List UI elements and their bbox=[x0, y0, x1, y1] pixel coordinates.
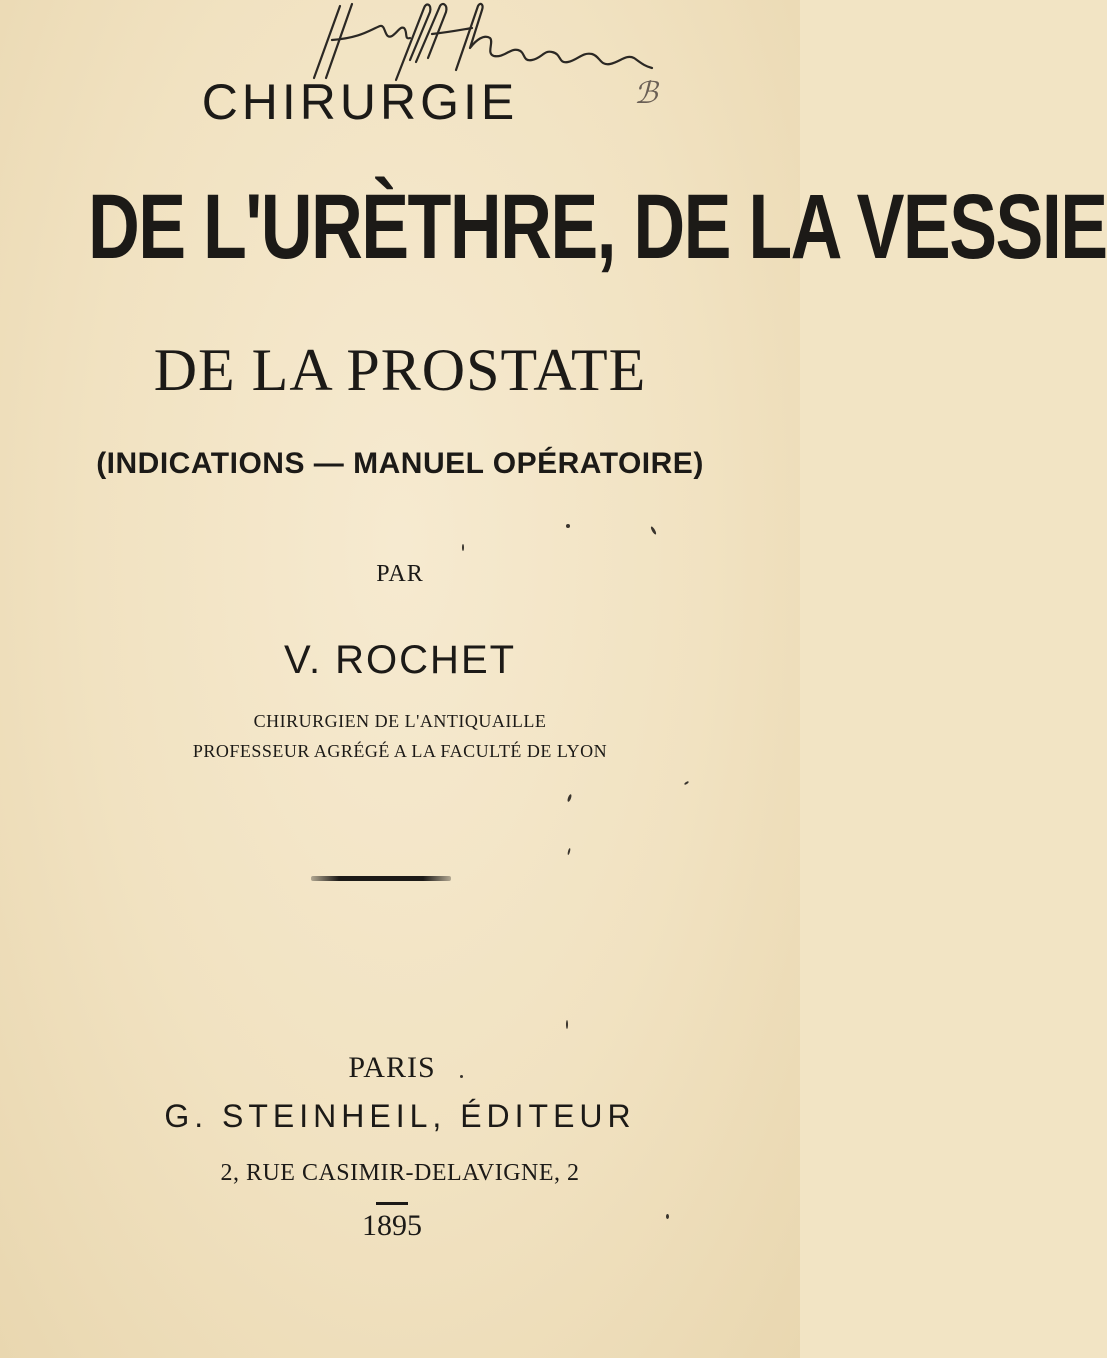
imprint-publisher: G. STEINHEIL, ÉDITEUR bbox=[164, 1098, 636, 1134]
subtitle: (INDICATIONS — MANUEL OPÉRATOIRE) bbox=[96, 447, 704, 480]
ink-speck bbox=[666, 1214, 669, 1219]
title-line-3: DE LA PROSTATE bbox=[153, 337, 647, 403]
ink-speck bbox=[684, 781, 689, 786]
author-role-1: CHIRURGIEN DE L'ANTIQUAILLE bbox=[253, 711, 547, 731]
ink-speck bbox=[566, 524, 570, 528]
author-name: V. ROCHET bbox=[283, 638, 517, 682]
ink-speck bbox=[460, 1075, 463, 1078]
ink-speck bbox=[566, 1020, 568, 1029]
imprint-address: 2, RUE CASIMIR-DELAVIGNE, 2 bbox=[220, 1160, 580, 1186]
imprint-place: PARIS bbox=[348, 1051, 436, 1084]
ink-speck bbox=[567, 794, 573, 803]
divider-rule bbox=[311, 876, 451, 881]
year-bar bbox=[376, 1202, 408, 1205]
title-line-2: DE L'URÈTHRE, DE LA VESSIE bbox=[88, 176, 1107, 278]
title-line-1: CHIRURGIE bbox=[201, 74, 519, 130]
ink-speck bbox=[462, 544, 464, 551]
byline: PAR bbox=[376, 561, 424, 587]
ink-speck bbox=[567, 848, 571, 855]
author-role-2: PROFESSEUR AGRÉGÉ A LA FACULTÉ DE LYON bbox=[192, 741, 608, 761]
imprint-year: 1895 bbox=[362, 1209, 422, 1242]
handwritten-mark: ℬ bbox=[634, 77, 661, 110]
ink-speck bbox=[650, 526, 657, 535]
